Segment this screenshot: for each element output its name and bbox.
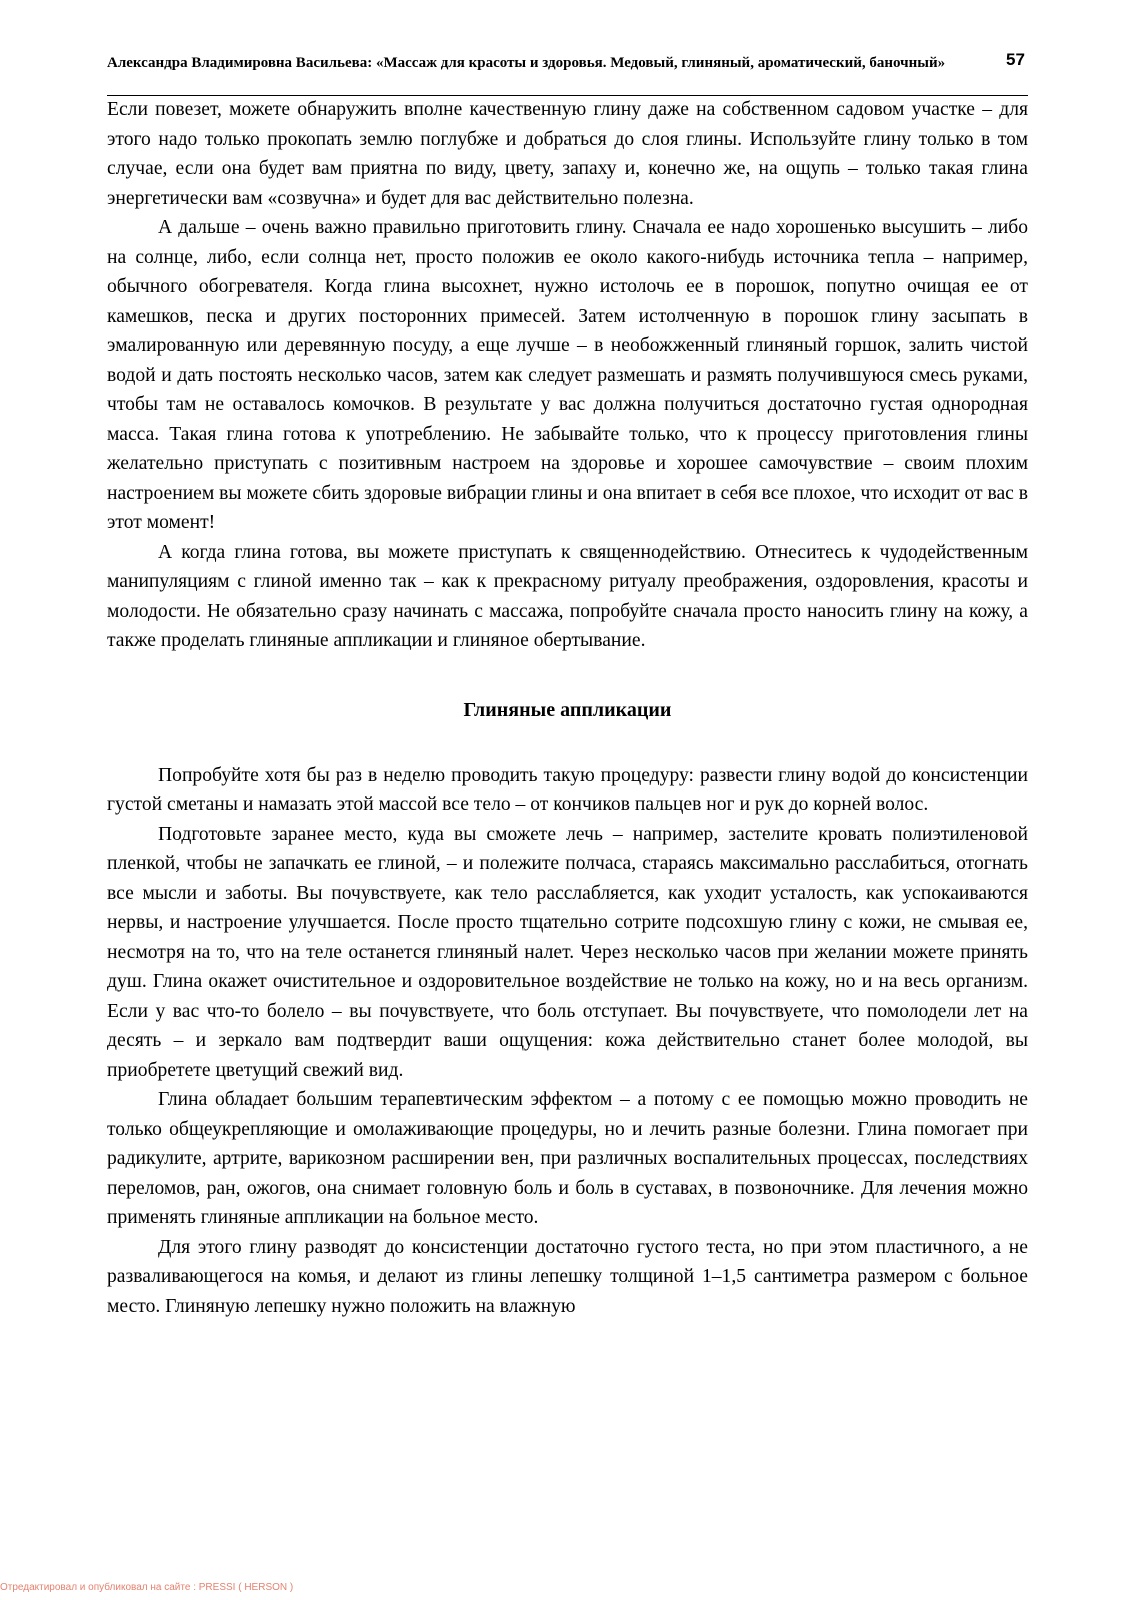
paragraph: Глина обладает большим терапевтическим эффектом – а потому с ее помощью можно проводить не только общеукрепляющие и омолаживающие процедуры, но и лечить разные болезни. Глина помогает при радикулите, артрите, варикозном расширении вен, при различных воспалительных процессах, последствиях переломов, ран, ожогов, она снимает головную боль и боль в суставах, в позвоночнике. Для лечения можно применять глиняные аппликации на больное место. [107, 1089, 1028, 1228]
running-header: Александра Владимировна Васильева: «Массаж для красоты и здоровья. Медовый, глиняный, ароматический, баночный» [107, 55, 946, 71]
paragraph: Если повезет, можете обнаружить вполне качественную глину даже на собственном садовом участке – для этого надо только прокопать землю поглубже и добраться до слоя глины. Используйте глину только в том случае, если она будет вам приятна по виду, цвету, запаху и, конечно же, на ощупь – только такая глина энергетически вам «созвучна» и будет для вас действительно полезна. [107, 99, 1028, 209]
paragraph: Для этого глину разводят до консистенции достаточно густого теста, но при этом пластичного, а не разваливающегося на комья, и делают из глины лепешку толщиной 1–1,5 сантиметра размером с больное место. Глиняную лепешку нужно положить на влажную [107, 1236, 1028, 1317]
page-number: 57 [1006, 50, 1025, 69]
paragraph: Попробуйте хотя бы раз в неделю проводить такую процедуру: развести глину водой до консистенции густой сметаны и намазать этой массой все тело – от кончиков пальцев ног и рук до корней волос. [107, 764, 1028, 815]
footer-credit: Отредактировал и опубликовал на сайте : PRESSI ( HERSON ) [0, 1582, 294, 1593]
section-heading: Глиняные аппликации [463, 698, 672, 721]
paragraph: А дальше – очень важно правильно приготовить глину. Сначала ее надо хорошенько высушить – либо на солнце, либо, если солнца нет, просто положив ее около какого-нибудь источника тепла – например, обычного обогревателя. Когда глина высохнет, нужно истолочь ее в порошок, попутно очищая ее от камешков, песка и других посторонних примесей. Затем истолченную в порошок глину засыпать в эмалированную или деревянную посуду, а еще лучше – в необожженный глиняный горшок, залить чистой водой и дать постоять несколько часов, затем как следует размешать и размять получившуюся смесь руками, чтобы там не оставалось комочков. В результате у вас должна получиться достаточно густая однородная масса. Такая глина готова к употреблению. Не забывайте только, что к процессу приготовления глины желательно приступать с позитивным настроем на здоровье и хорошее самочувствие – своим плохим настроением вы можете сбить здоровые вибрации глины и она впитает в себя все плохое, что исходит от вас в этот момент! [107, 217, 1028, 533]
paragraph: Подготовьте заранее место, куда вы сможете лечь – например, застелите кровать полиэтиленовой пленкой, чтобы не запачкать ее глиной, – и полежите полчаса, стараясь максимально расслабиться, отогнать все мысли и заботы. Вы почувствуете, как тело расслабляется, как уходит усталость, как успокаиваются нервы, и настроение улучшается. После просто тщательно сотрите подсохшую глину с кожи, не смывая ее, несмотря на то, что на теле останется глиняный налет. Через несколько часов при желании можете принять душ. Глина окажет очистительное и оздоровительное воздействие не только на кожу, но и на весь организм. Если у вас что-то болело – вы почувствуете, что боль отступает. Вы почувствуете, что помолодели лет на десять – и зеркало вам подтвердит ваши ощущения: кожа действительно станет более молодой, вы приобретете цветущий свежий вид. [107, 823, 1028, 1081]
page-content [107, 95, 1028, 1321]
paragraph: А когда глина готова, вы можете приступать к священнодействию. Отнеситесь к чудодейственным манипуляциям с глиной именно так – как к прекрасному ритуалу преображения, оздоровления, красоты и молодости. Не обязательно сразу начинать с массажа, попробуйте сначала просто наносить глину на кожу, а также проделать глиняные аппликации и глиняное обертывание. [107, 541, 1028, 651]
